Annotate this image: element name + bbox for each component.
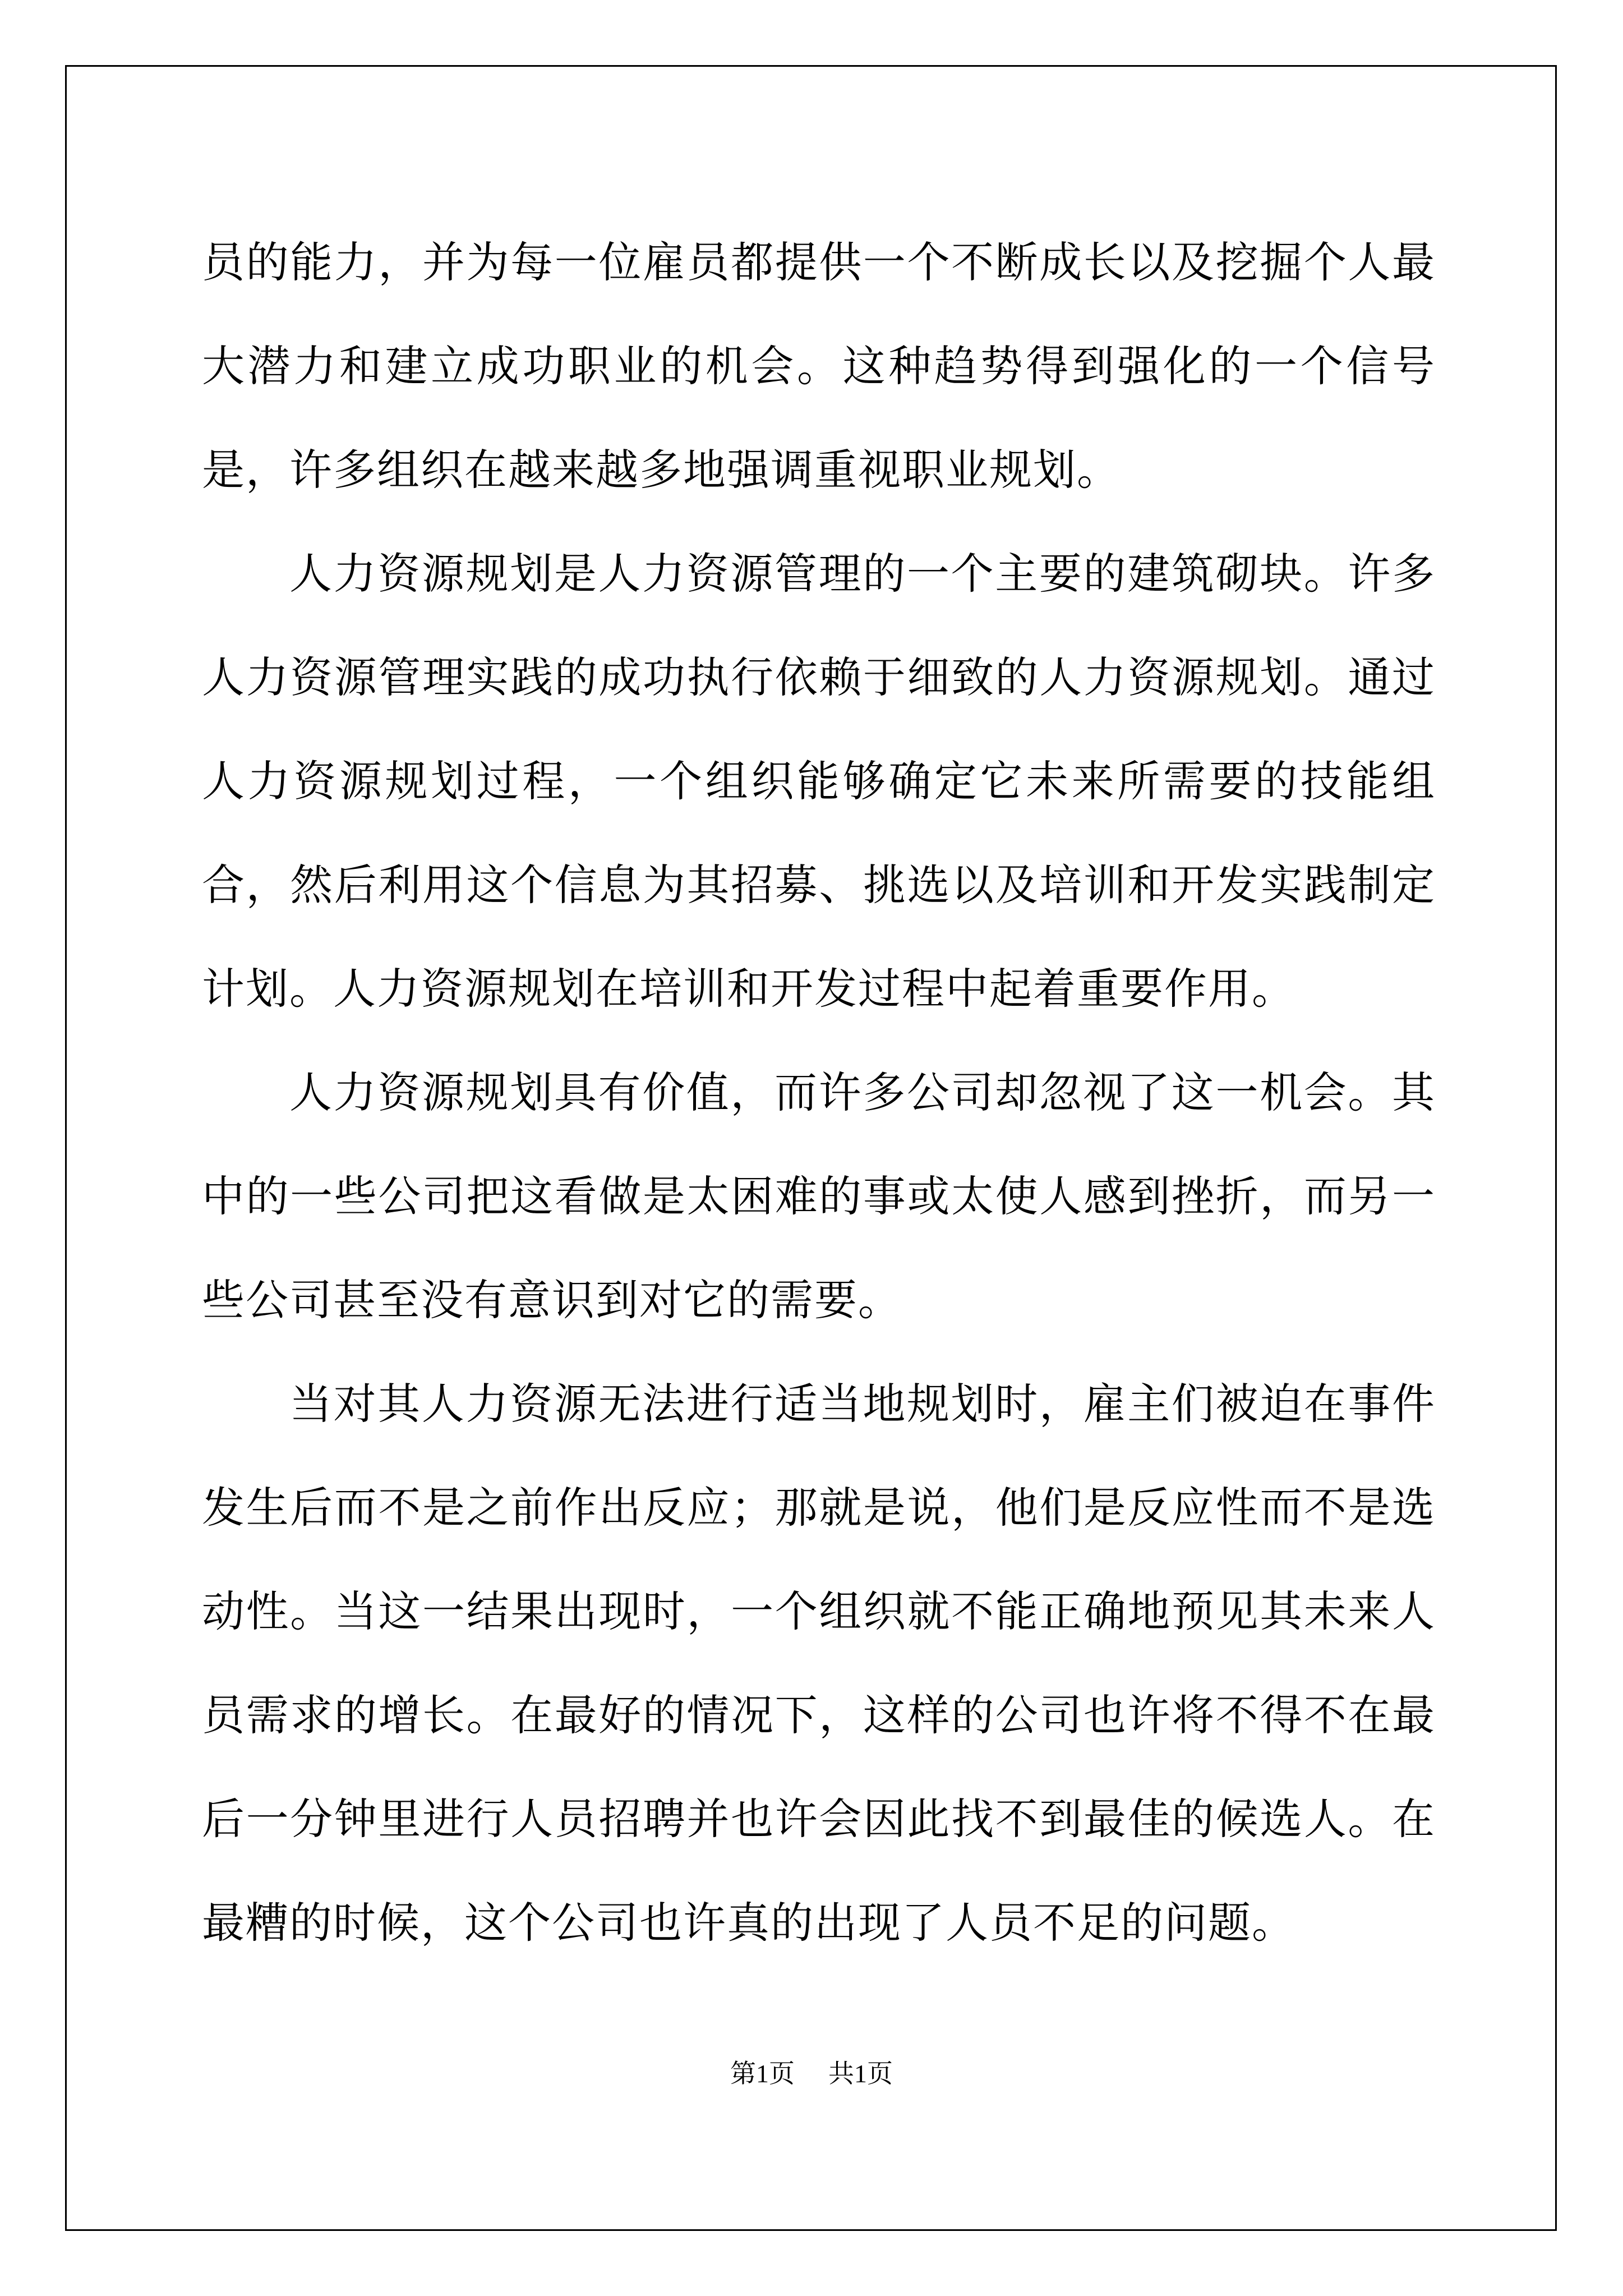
page-number-current: 第1页 [730, 2059, 795, 2088]
page-footer [0, 2053, 1623, 2090]
page-number-total: 共1页 [828, 2059, 893, 2088]
paragraph-1: 员的能力，并为每一位雇员都提供一个不断成长以及挖掘个人最大潜力和建立成功职业的机会。这种趋势得到强化的一个信号是，许多组织在越来越多地强调重视职业规划。 [202, 237, 1436, 495]
paragraph-2: 人力资源规划是人力资源管理的一个主要的建筑砌块。许多人力资源管理实践的成功执行依赖于细致的人力资源规划。通过人力资源规划过程，一个组织能够确定它未来所需要的技能组合，然后利用这个信息为其招募、挑选以及培训和开发实践制定计划。人力资源规划在培训和开发过程中起着重要作用。 [202, 549, 1436, 1014]
document-body [202, 210, 1436, 1975]
paragraph-4: 当对其人力资源无法进行适当地规划时，雇主们被迫在事件发生后而不是之前作出反应；那就是说，他们是反应性而不是选动性。当这一结果出现时，一个组织就不能正确地预见其未来人员需求的增长。在最好的情况下，这样的公司也许将不得不在最后一分钟里进行人员招聘并也许会因此找不到最佳的候选人。在最糟的时候，这个公司也许真的出现了人员不足的问题。 [202, 1379, 1436, 1948]
paragraph-3: 人力资源规划具有价值，而许多公司却忽视了这一机会。其中的一些公司把这看做是太困难的事或太使人感到挫折，而另一些公司甚至没有意识到对它的需要。 [202, 1068, 1436, 1325]
